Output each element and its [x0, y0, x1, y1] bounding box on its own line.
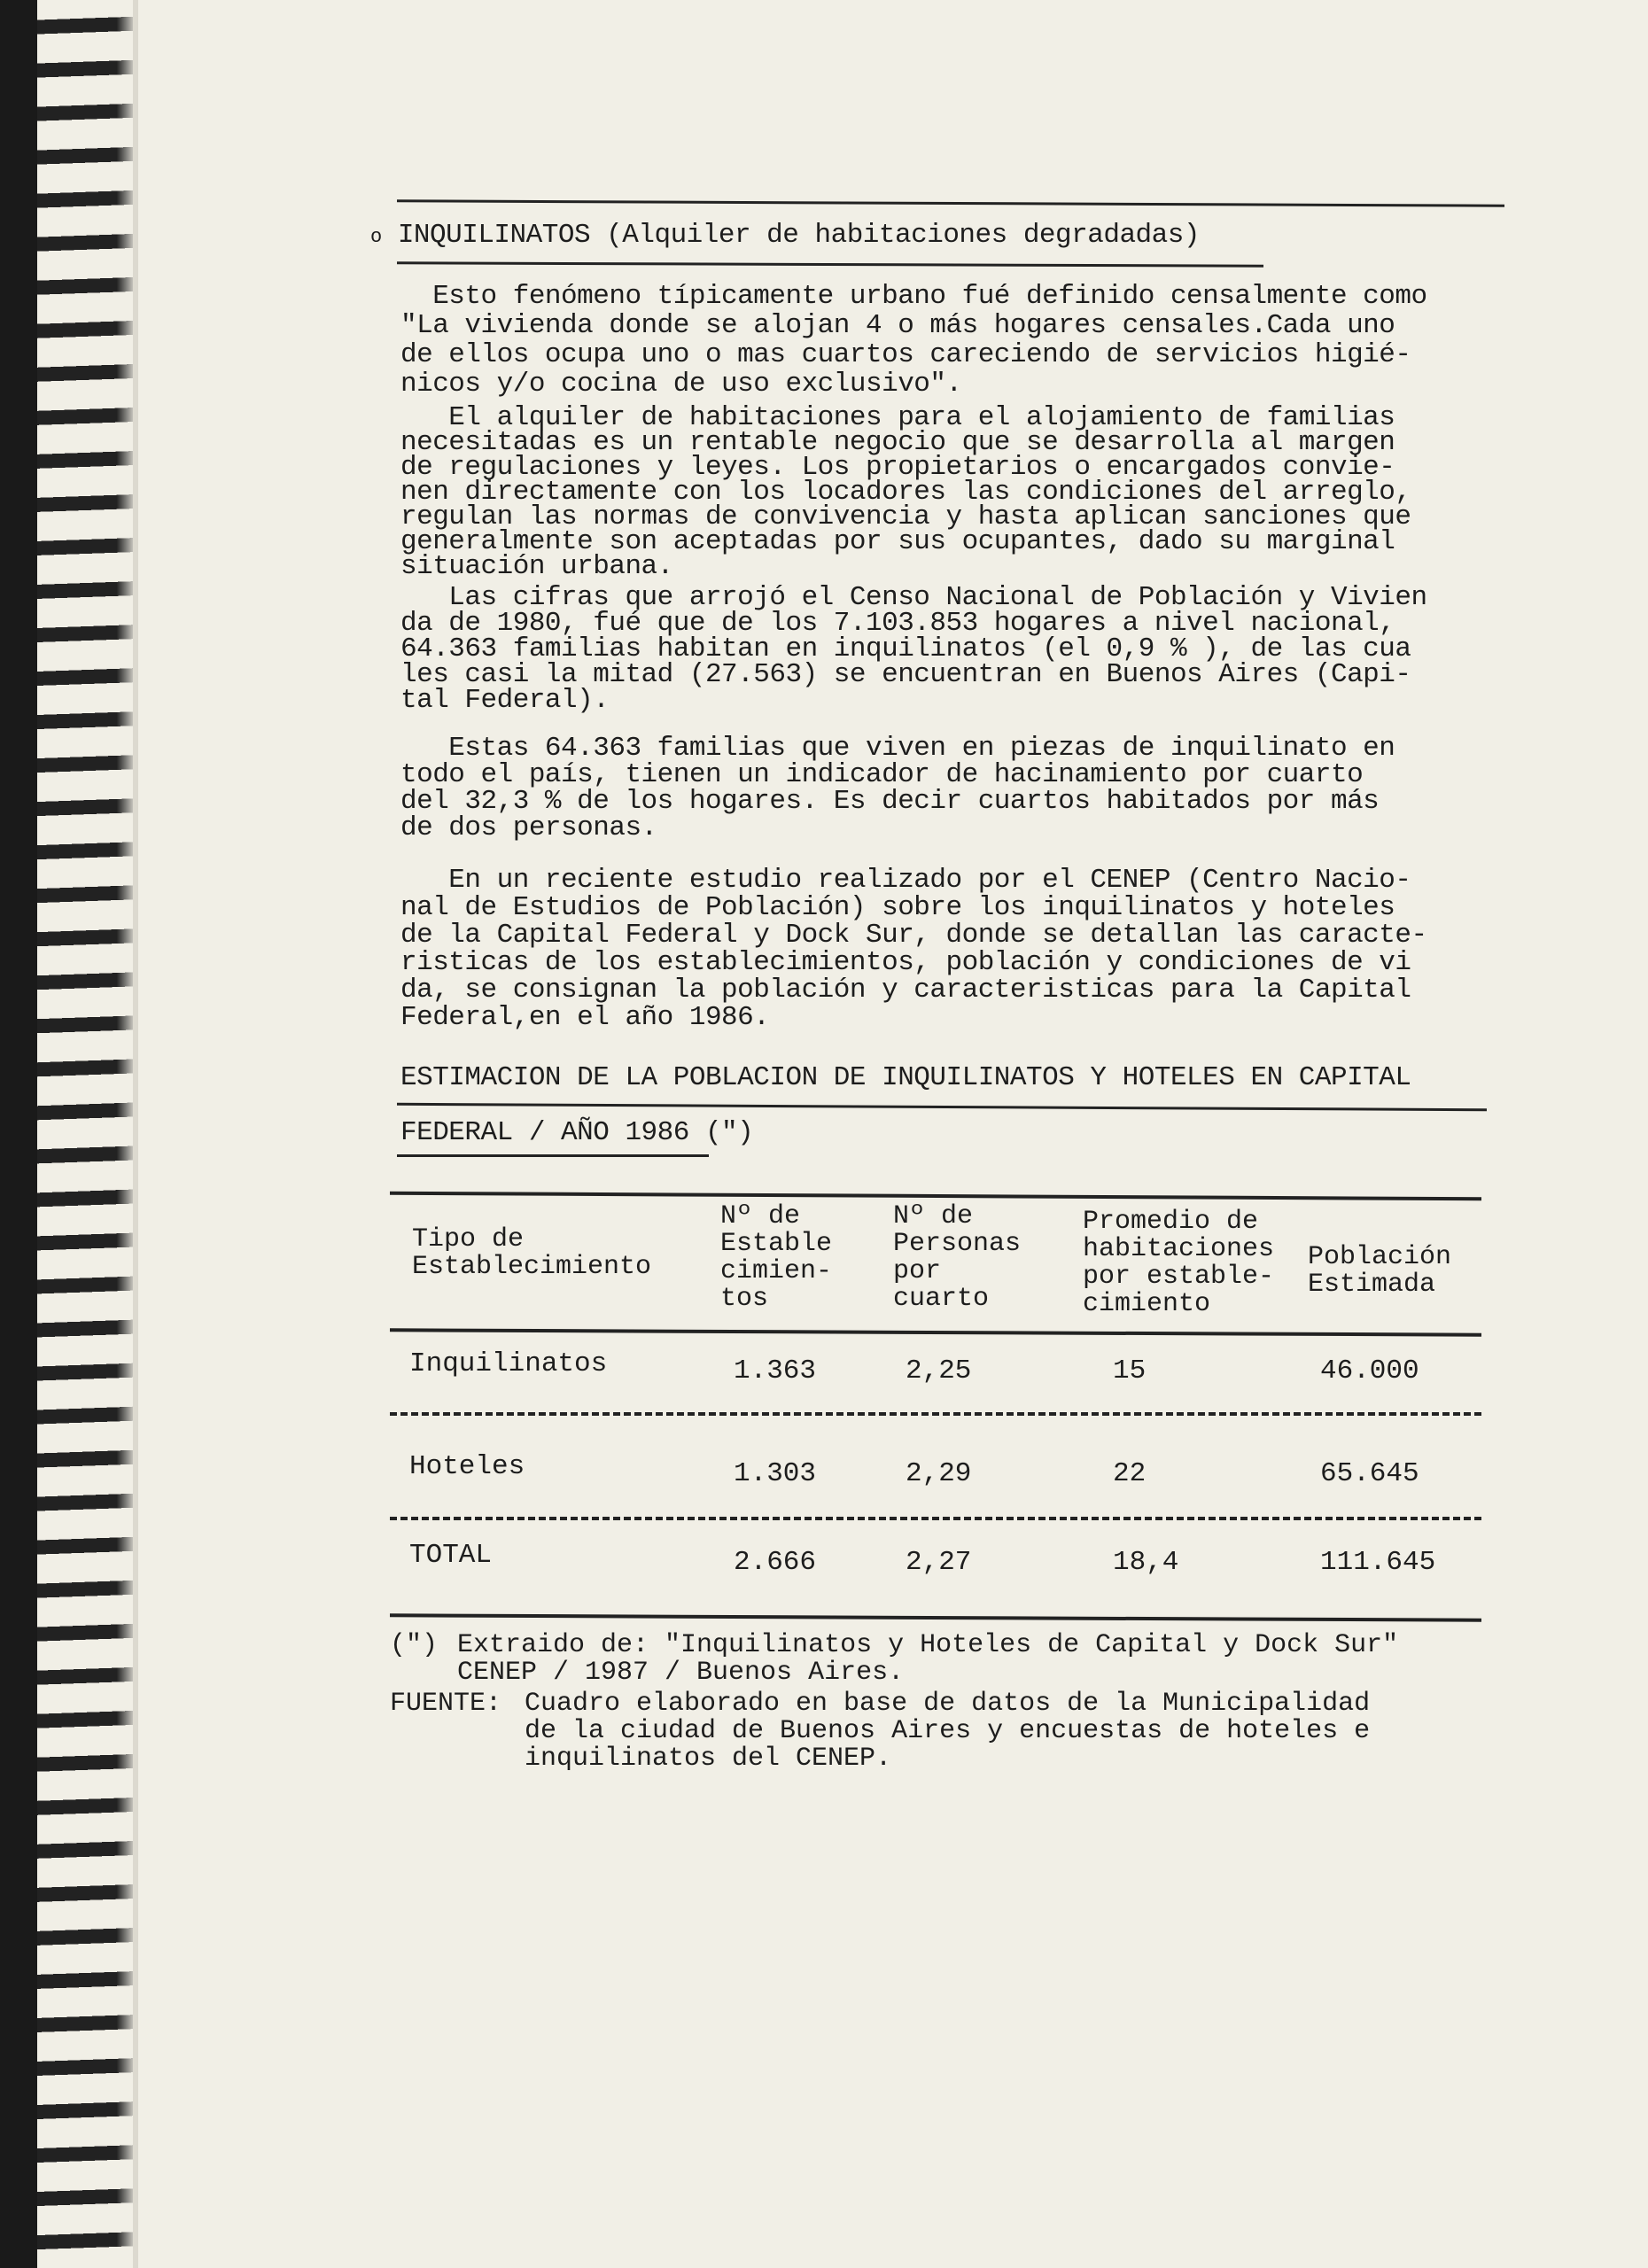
section-heading [370, 220, 1478, 253]
text-line: Estas 64.363 familias que viven en piezas de inquilinato en [400, 733, 1395, 764]
heading-text: INQUILINATOS (Alquiler de habitaciones degradadas) [397, 220, 1200, 251]
header-poblacion: Población Estimada [1308, 1242, 1452, 1300]
paragraph-4 [400, 735, 1508, 842]
header-promedio: Promedio de habitaciones por estable- cimiento [1083, 1207, 1275, 1319]
table-cell: 2,27 [906, 1547, 972, 1578]
paragraph-1 [400, 282, 1508, 399]
header-rule [390, 1328, 1481, 1336]
text-line: regulan las normas de convivencia y hasta aplican sanciones que [400, 501, 1411, 532]
paragraph-2 [400, 402, 1508, 582]
table-cell: 15 [1113, 1355, 1147, 1386]
text-line: nicos y/o cocina de uso exclusivo". [400, 369, 962, 400]
text-line: nal de Estudios de Población) sobre los inquilinatos y hoteles [400, 892, 1395, 923]
text-line: risticas de los establecimientos, población y condiciones de vi [400, 947, 1411, 978]
text-line: les casi la mitad (27.563) se encuentran en Buenos Aires (Capi- [400, 659, 1411, 690]
text-line: da de 1980, fué que de los 7.103.853 hogares a nivel nacional, [400, 608, 1395, 639]
table-cell: 1.303 [734, 1458, 817, 1489]
source-text: Cuadro elaborado en base de datos de la Municipalidad de la ciudad de Buenos Aires y encuestas de hoteles e inquilinatos del CENEP. [525, 1689, 1371, 1774]
table-cell: 1.363 [734, 1355, 817, 1386]
table-top-rule [390, 1192, 1481, 1200]
table-title-rule [397, 1103, 1487, 1111]
header-personas: Nº de Personas por cuarto [893, 1201, 1022, 1314]
heading-underline [397, 261, 1263, 267]
text-line: de la Capital Federal y Dock Sur, donde se detallan las caracte- [400, 920, 1427, 951]
row-divider [390, 1412, 1481, 1416]
text-line: Esto fenómeno típicamente urbano fué definido censalmente como [400, 281, 1427, 312]
text-line: de ellos ocupa uno o mas cuartos careciendo de servicios higié- [400, 339, 1411, 370]
table-title-line2: FEDERAL / AÑO 1986 (") [400, 1117, 754, 1148]
text-line: de dos personas. [400, 812, 657, 843]
row-label: Hoteles [409, 1451, 525, 1482]
table-cell: 18,4 [1113, 1547, 1179, 1578]
text-line: generalmente son aceptadas por sus ocupantes, dado su marginal [400, 526, 1395, 557]
source-label: FUENTE: [390, 1689, 502, 1719]
paragraph-3 [400, 582, 1508, 716]
table-cell: 2.666 [734, 1547, 817, 1578]
table-title-line1: ESTIMACION DE LA POBLACION DE INQUILINATOS Y HOTELES EN CAPITAL [400, 1062, 1411, 1093]
text-line: del 32,3 % de los hogares. Es decir cuartos habitados por más [400, 786, 1380, 817]
row-label: Inquilinatos [409, 1348, 608, 1379]
table-cell: 111.645 [1320, 1547, 1436, 1578]
text-line: 64.363 familias habitan en inquilinatos (el 0,9 % ), de las cua [400, 633, 1411, 664]
table-cell: 65.645 [1320, 1458, 1419, 1489]
page-edge [133, 0, 138, 2268]
text-line: "La vivienda donde se alojan 4 o más hogares censales.Cada uno [400, 310, 1395, 341]
text-line: El alquiler de habitaciones para el alojamiento de familias [400, 402, 1395, 433]
spiral-binding-spine [0, 0, 37, 2268]
paragraph-5 [400, 866, 1508, 1031]
table-cell: 2,29 [906, 1458, 972, 1489]
text-line: nen directamente con los locadores las condiciones del arreglo, [400, 477, 1411, 508]
text-line: En un reciente estudio realizado por el CENEP (Centro Nacio- [400, 865, 1411, 896]
header-tipo: Tipo de Establecimiento [412, 1224, 652, 1282]
text-line: Federal,en el año 1986. [400, 1002, 770, 1033]
table-cell: 22 [1113, 1458, 1147, 1489]
top-rule [397, 199, 1504, 206]
row-divider [390, 1517, 1481, 1520]
footnote-mark: (") [390, 1630, 439, 1660]
text-line: necesitadas es un rentable negocio que se desarrolla al margen [400, 427, 1395, 458]
table-cell: 46.000 [1320, 1355, 1419, 1386]
text-line: de regulaciones y leyes. Los propietarios o encargados convie- [400, 452, 1395, 483]
text-line: Las cifras que arrojó el Censo Nacional de Población y Vivien [400, 582, 1427, 613]
bullet-icon: o [370, 226, 382, 248]
text-line: situación urbana. [400, 551, 673, 582]
row-label: TOTAL [409, 1540, 493, 1571]
header-establecimientos: Nº de Estable cimien- tos [720, 1201, 833, 1314]
text-line: tal Federal). [400, 685, 610, 716]
text-line: todo el país, tienen un indicador de hacinamiento por cuarto [400, 759, 1364, 790]
text-line: da, se consignan la población y caracteristicas para la Capital [400, 975, 1411, 1006]
table-bottom-rule [390, 1613, 1481, 1621]
table-title-underline [397, 1154, 709, 1157]
table-cell: 2,25 [906, 1355, 972, 1386]
footnote-text: Extraido de: "Inquilinatos y Hoteles de Capital y Dock Sur" CENEP / 1987 / Buenos Aires. [457, 1630, 1399, 1688]
